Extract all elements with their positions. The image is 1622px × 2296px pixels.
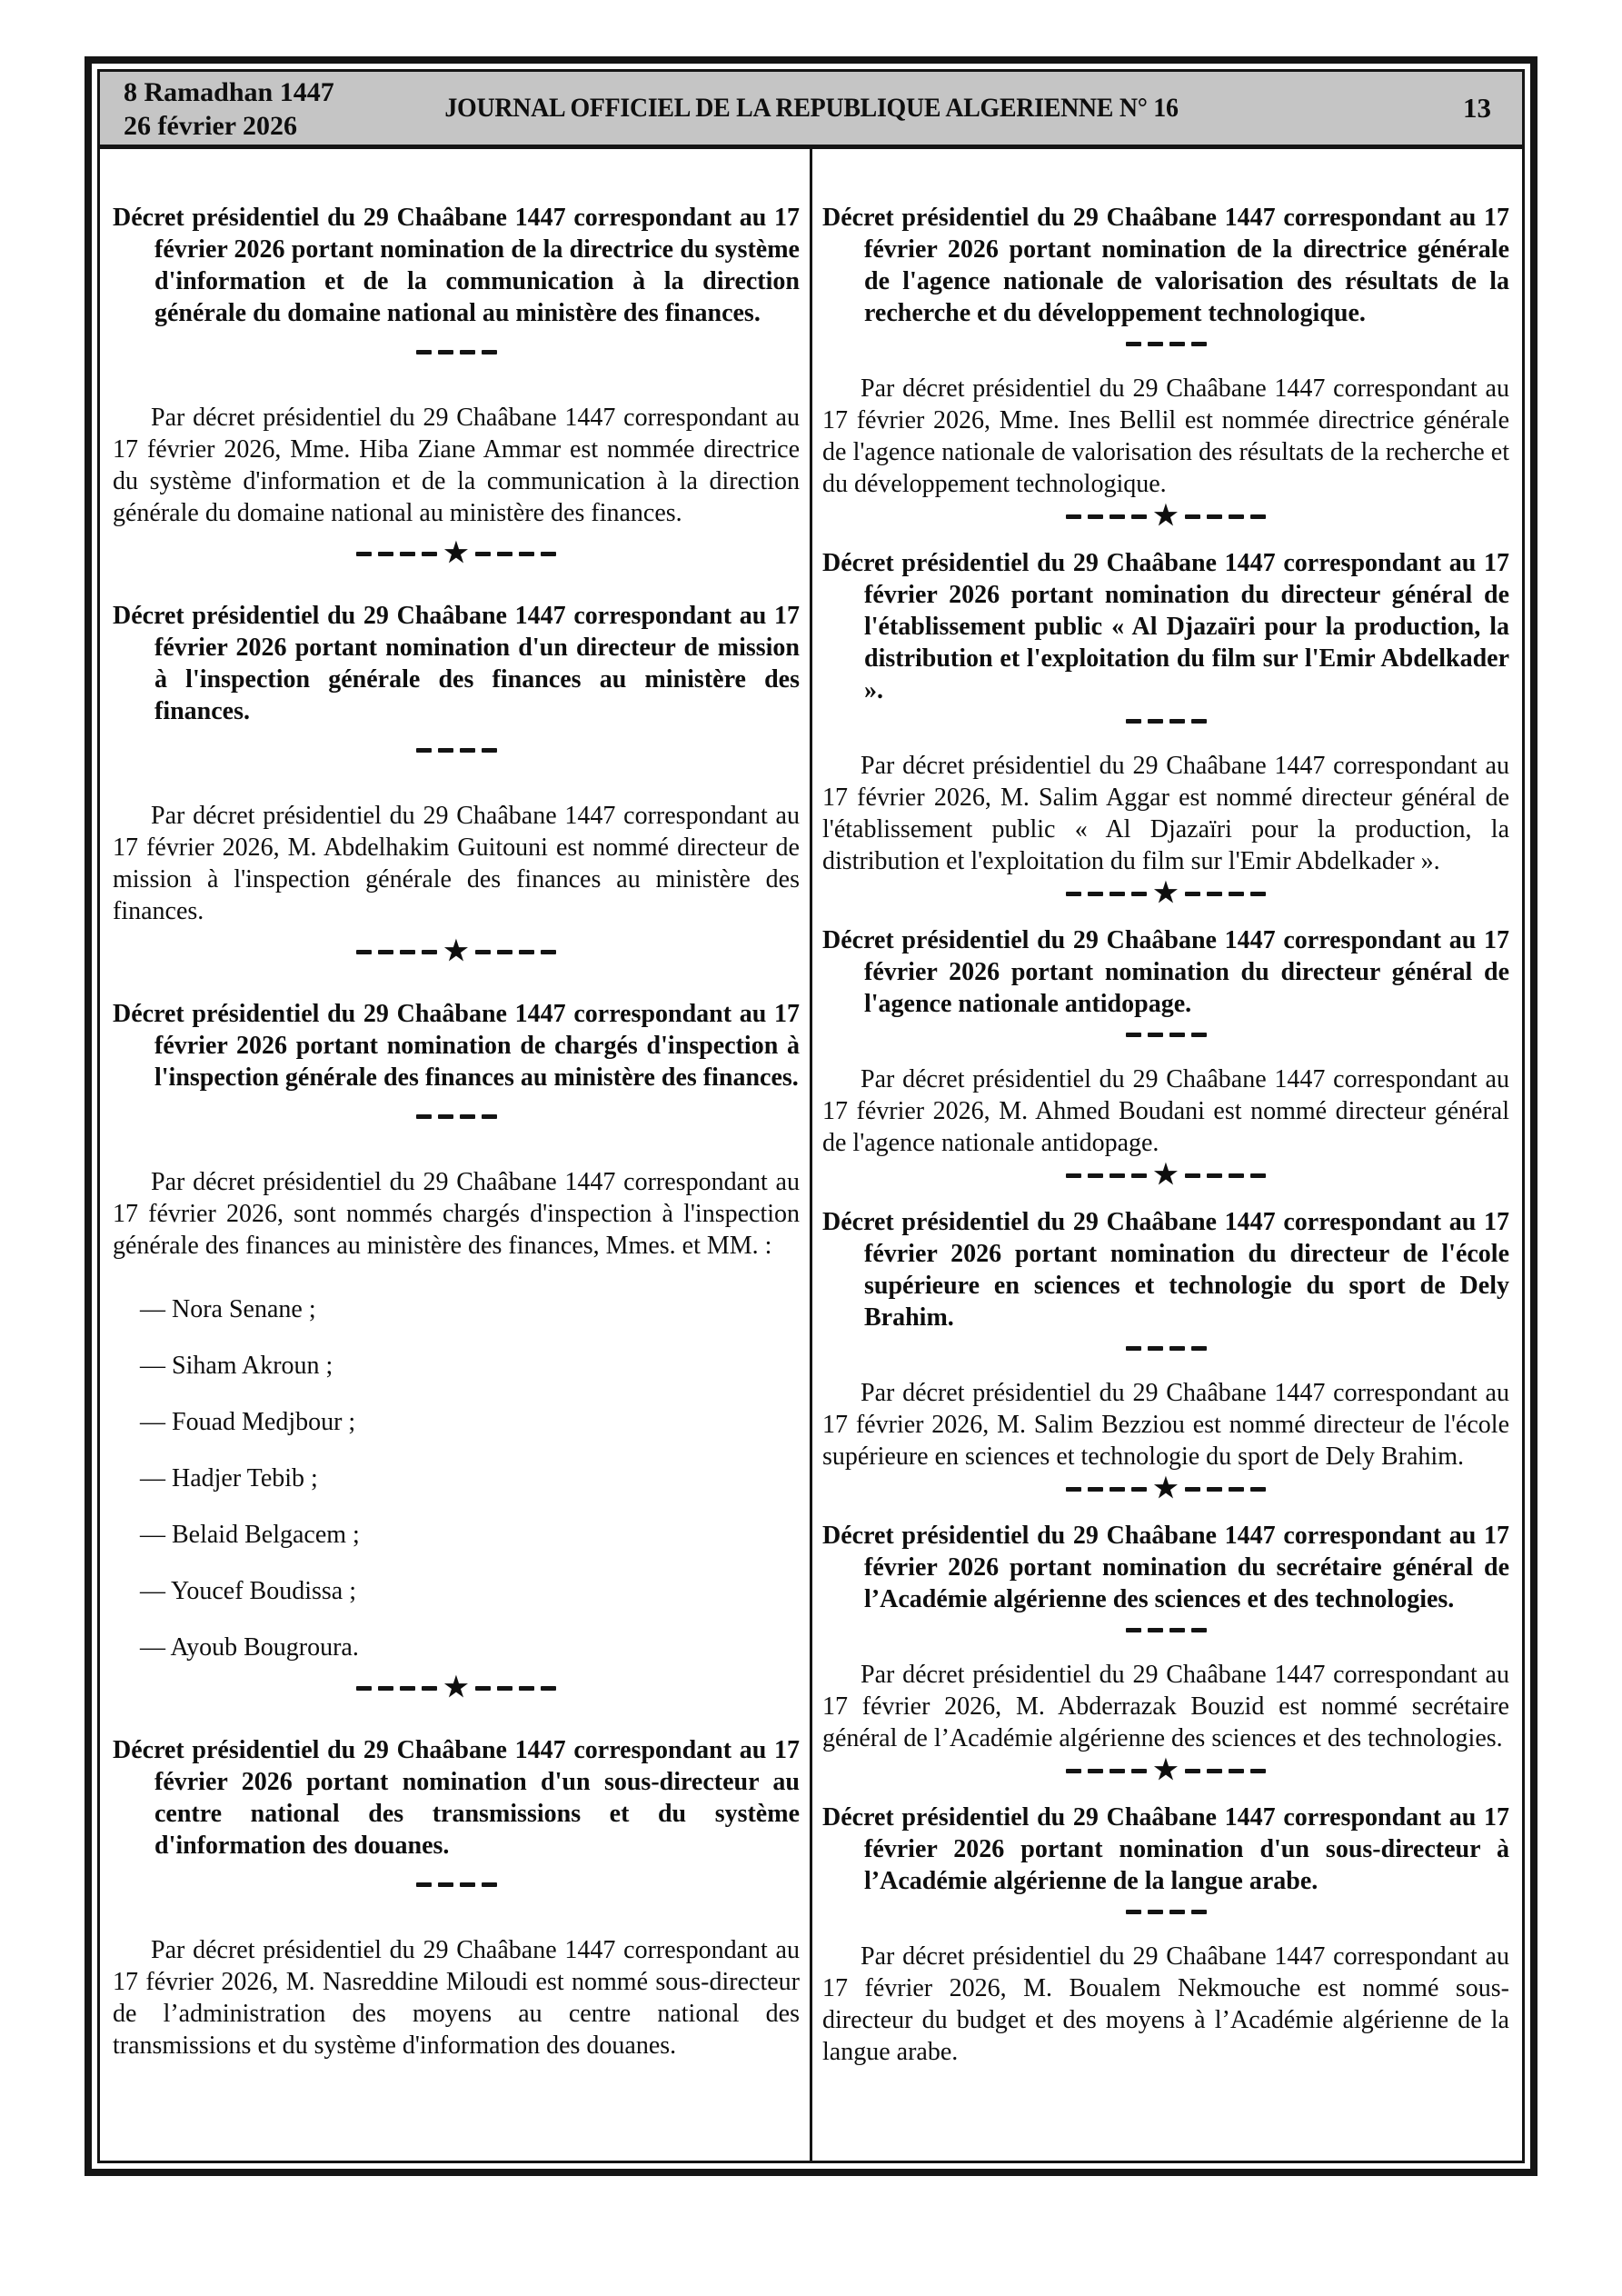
dash-separator [113,1106,800,1126]
column-right [822,202,1509,2161]
decree-section [113,998,800,1702]
column-left [113,202,800,2161]
star-separator [822,501,1509,531]
star-icon: ★ [1153,501,1179,531]
dash-separator [822,711,1509,731]
decree-section [822,924,1509,1190]
decree-section [822,1520,1509,1785]
dash-separator [113,740,800,760]
appointees-list [113,1293,800,1663]
decree-body: Par décret présidentiel du 29 Chaâbane 1447 correspondant au 17 février 2026, M. Salim Bezziou est nommé directeur de l'école supérieure en sciences et technologie du sport de Dely Brahim. [822,1379,1509,1471]
decree-body: Par décret présidentiel du 29 Chaâbane 1447 correspondant au 17 février 2026, sont nommés chargés d'inspection à l'inspection générale des finances au ministère des finances, Mmes. et MM. : [113,1168,800,1260]
gregorian-date: 26 février 2026 [124,111,298,141]
decree-body: Par décret présidentiel du 29 Chaâbane 1447 correspondant au 17 février 2026, M. Salim Aggar est nommé directeur général de l'établissement public « Al Djazaïri pour la production, la distribution et l'exploitation du film sur l'Emir Abdelkader ». [822,752,1509,875]
decree-body: Par décret présidentiel du 29 Chaâbane 1447 correspondant au 17 février 2026, M. Abderrazak Bouzid est nommé secrétaire général de l’Académie algérienne des sciences et des technologies. [822,1661,1509,1752]
star-icon: ★ [1153,1755,1179,1785]
dash-separator [822,1024,1509,1044]
journal-title: JOURNAL OFFICIEL DE LA REPUBLIQUE ALGERIENNE N° 16 [443,93,1179,123]
star-separator [822,1473,1509,1503]
star-icon: ★ [1153,1473,1179,1503]
list-item: — Ayoub Bougroura. [140,1633,359,1662]
star-separator [822,1160,1509,1190]
dash-separator [113,1874,800,1894]
decree-heading: Décret présidentiel du 29 Chaâbane 1447 correspondant au 17 février 2026 portant nomination du directeur général de l'établissement public « Al Djazaïri pour la production, la distribution et l'exploitation du film sur l'Emir Abdelkader ». [822,549,1509,704]
decree-body: Par décret présidentiel du 29 Chaâbane 1447 correspondant au 17 février 2026, Mme. Ines Bellil est nommée directrice générale de l'agence nationale de valorisation des résultats de la recherche et du développement technologique. [822,374,1509,498]
page-content [100,149,1522,2161]
star-separator [113,936,800,966]
page-frame [85,56,1537,2176]
issue-dates [124,75,334,143]
dash-separator [822,1902,1509,1922]
star-separator [822,1755,1509,1785]
list-item: — Nora Senane ; [140,1295,316,1323]
decree-heading: Décret présidentiel du 29 Chaâbane 1447 correspondant au 17 février 2026 portant nomination d'un sous-directeur au centre national des transmissions et du système d'information des douanes. [113,1736,800,1860]
decree-heading: Décret présidentiel du 29 Chaâbane 1447 correspondant au 17 février 2026 portant nomination d'un sous-directeur à l’Académie algérienne de la langue arabe. [822,1803,1509,1895]
decree-body: Par décret présidentiel du 29 Chaâbane 1447 correspondant au 17 février 2026, M. Ahmed Boudani est nommé directeur général de l'agence nationale antidopage. [822,1065,1509,1157]
star-icon: ★ [443,538,469,568]
decree-section [113,1734,800,2061]
decree-heading: Décret présidentiel du 29 Chaâbane 1447 correspondant au 17 février 2026 portant nomination du directeur de l'école supérieure en sciences et technologie du sport de Dely Brahim. [822,1208,1509,1332]
dash-separator [822,1620,1509,1640]
decree-section [822,1206,1509,1503]
decree-section [822,1802,1509,2068]
list-item: — Hadjer Tebib ; [140,1464,318,1492]
hijri-date: 8 Ramadhan 1447 [124,77,334,107]
page-number: 13 [1463,92,1491,124]
star-icon: ★ [443,1672,469,1702]
decree-section [822,547,1509,908]
dash-separator [822,334,1509,354]
decree-body: Par décret présidentiel du 29 Chaâbane 1447 correspondant au 17 février 2026, M. Boualem Nekmouche est nommé sous-directeur du budget et des moyens à l’Académie algérienne de la langue arabe. [822,1942,1509,2066]
decree-body: Par décret présidentiel du 29 Chaâbane 1447 correspondant au 17 février 2026, M. Abdelhakim Guitouni est nommé directeur de mission à l'inspection générale des finances au ministère des finances. [113,802,800,925]
column-divider [810,149,812,2161]
decree-heading: Décret présidentiel du 29 Chaâbane 1447 correspondant au 17 février 2026 portant nomination de chargés d'inspection à l'inspection générale des finances au ministère des finances. [113,1000,800,1092]
decree-section [822,202,1509,531]
star-icon: ★ [1153,878,1179,908]
list-item: — Siham Akroun ; [140,1352,333,1380]
star-separator [113,1672,800,1702]
star-separator [822,878,1509,908]
decree-body: Par décret présidentiel du 29 Chaâbane 1447 correspondant au 17 février 2026, Mme. Hiba Ziane Ammar est nommée directrice du système d'information et de la communication à la direction générale du domaine national au ministère des finances. [113,404,800,527]
dash-separator [113,342,800,362]
decree-body: Par décret présidentiel du 29 Chaâbane 1447 correspondant au 17 février 2026, M. Nasreddine Miloudi est nommé sous-directeur de l’administration des moyens au centre national des transmissions et du système d'information des douanes. [113,1936,800,2060]
star-separator [113,538,800,568]
decree-heading: Décret présidentiel du 29 Chaâbane 1447 correspondant au 17 février 2026 portant nomination du secrétaire général de l’Académie algérienne des sciences et des technologies. [822,1522,1509,1613]
decree-heading: Décret présidentiel du 29 Chaâbane 1447 correspondant au 17 février 2026 portant nomination de la directrice du système d'information et de la communication à la direction générale du domaine national au ministère des finances. [113,204,800,327]
list-item: — Youcef Boudissa ; [140,1577,357,1605]
dash-separator [822,1338,1509,1358]
star-icon: ★ [443,936,469,966]
decree-heading: Décret présidentiel du 29 Chaâbane 1447 correspondant au 17 février 2026 portant nomination du directeur général de l'agence nationale antidopage. [822,926,1509,1018]
decree-section [113,600,800,966]
decree-heading: Décret présidentiel du 29 Chaâbane 1447 correspondant au 17 février 2026 portant nomination d'un directeur de mission à l'inspection générale des finances au ministère des finances. [113,602,800,725]
masthead [100,72,1522,149]
decree-heading: Décret présidentiel du 29 Chaâbane 1447 correspondant au 17 février 2026 portant nomination de la directrice générale de l'agence nationale de valorisation des résultats de la recherche et du développement technologique. [822,204,1509,327]
star-icon: ★ [1153,1160,1179,1190]
list-item: — Belaid Belgacem ; [140,1521,360,1549]
page-frame-inner [97,69,1525,2163]
decree-section [113,202,800,568]
list-item: — Fouad Medjbour ; [140,1408,356,1436]
